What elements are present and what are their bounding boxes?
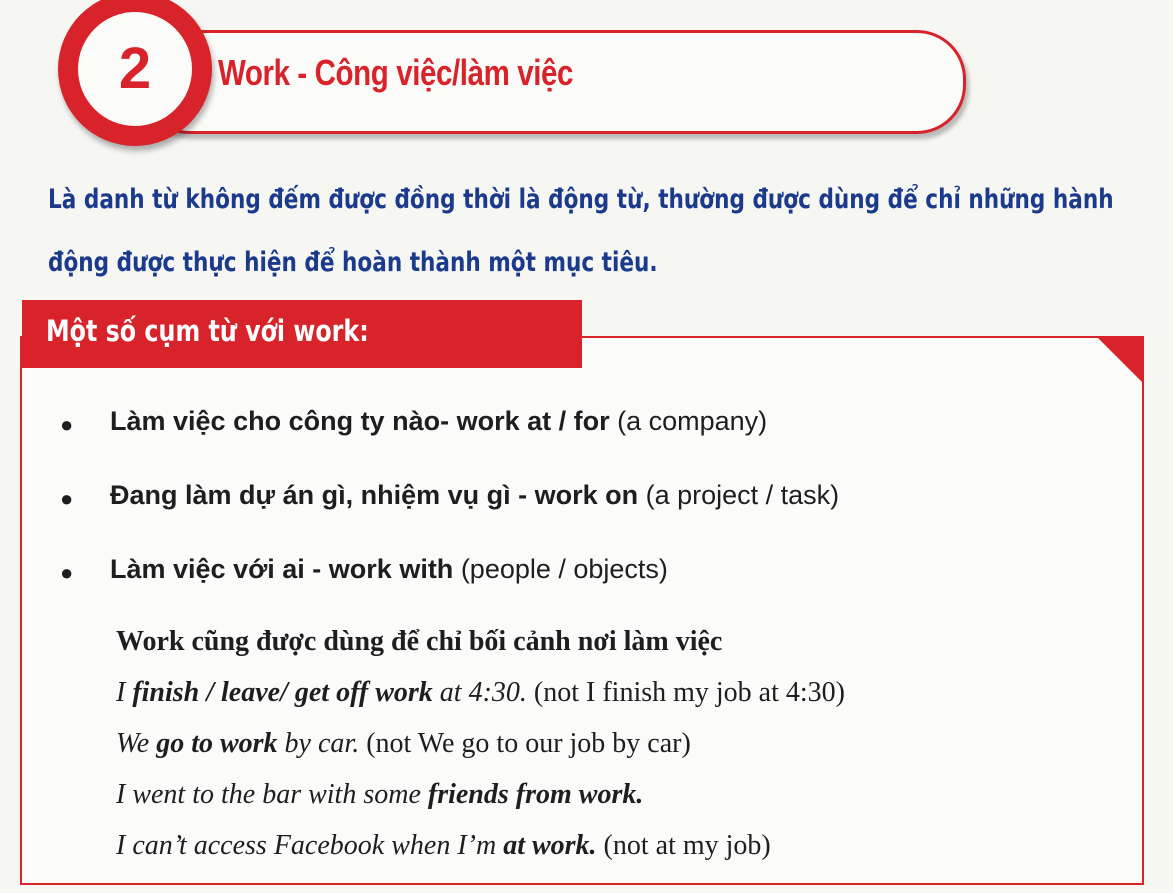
intro-paragraph xyxy=(48,168,1160,294)
section-number: 2 xyxy=(118,36,152,101)
intro-line-1: Là danh từ không đếm được đồng thời là động từ, thường được dùng để chỉ những hành xyxy=(48,184,1114,215)
bullet-icon: ● xyxy=(60,486,74,511)
example-sentence-3: I went to the bar with some friends from work. xyxy=(116,779,644,810)
section-title: Work - Công việc/làm việc xyxy=(218,52,574,93)
intro-line-2: động được thực hiện để hoàn thành một mục tiêu. xyxy=(48,247,658,278)
box-corner-decoration xyxy=(1098,338,1142,382)
phrase-object: (a company) xyxy=(609,406,768,436)
examples-heading: Work cũng được dùng để chỉ bối cảnh nơi làm việc xyxy=(116,626,723,657)
list-item xyxy=(60,476,1120,550)
phrase-object: (a project / task) xyxy=(638,480,840,510)
example-sentence-4: I can’t access Facebook when I’m at work. (not at my job) xyxy=(116,830,771,861)
list-item xyxy=(60,550,1120,624)
example-sentence-2: We go to work by car. (not We go to our job by car) xyxy=(116,728,691,759)
bullet-icon: ● xyxy=(60,560,74,585)
phrase-term: Đang làm dự án gì, nhiệm vụ gì - work on xyxy=(110,480,639,510)
phrase-term: Làm việc với ai - work with xyxy=(110,554,454,584)
phrase-box-banner-text: Một số cụm từ với work: xyxy=(46,314,369,348)
phrase-object: (people / objects) xyxy=(453,554,668,584)
examples-block xyxy=(116,616,845,871)
example-sentence-1: I finish / leave/ get off work at 4:30. (not I finish my job at 4:30) xyxy=(116,677,845,708)
phrase-term: Làm việc cho công ty nào- work at / for xyxy=(110,406,610,436)
list-item xyxy=(60,402,1120,476)
bullet-icon: ● xyxy=(60,412,74,437)
phrase-list xyxy=(60,402,1120,624)
